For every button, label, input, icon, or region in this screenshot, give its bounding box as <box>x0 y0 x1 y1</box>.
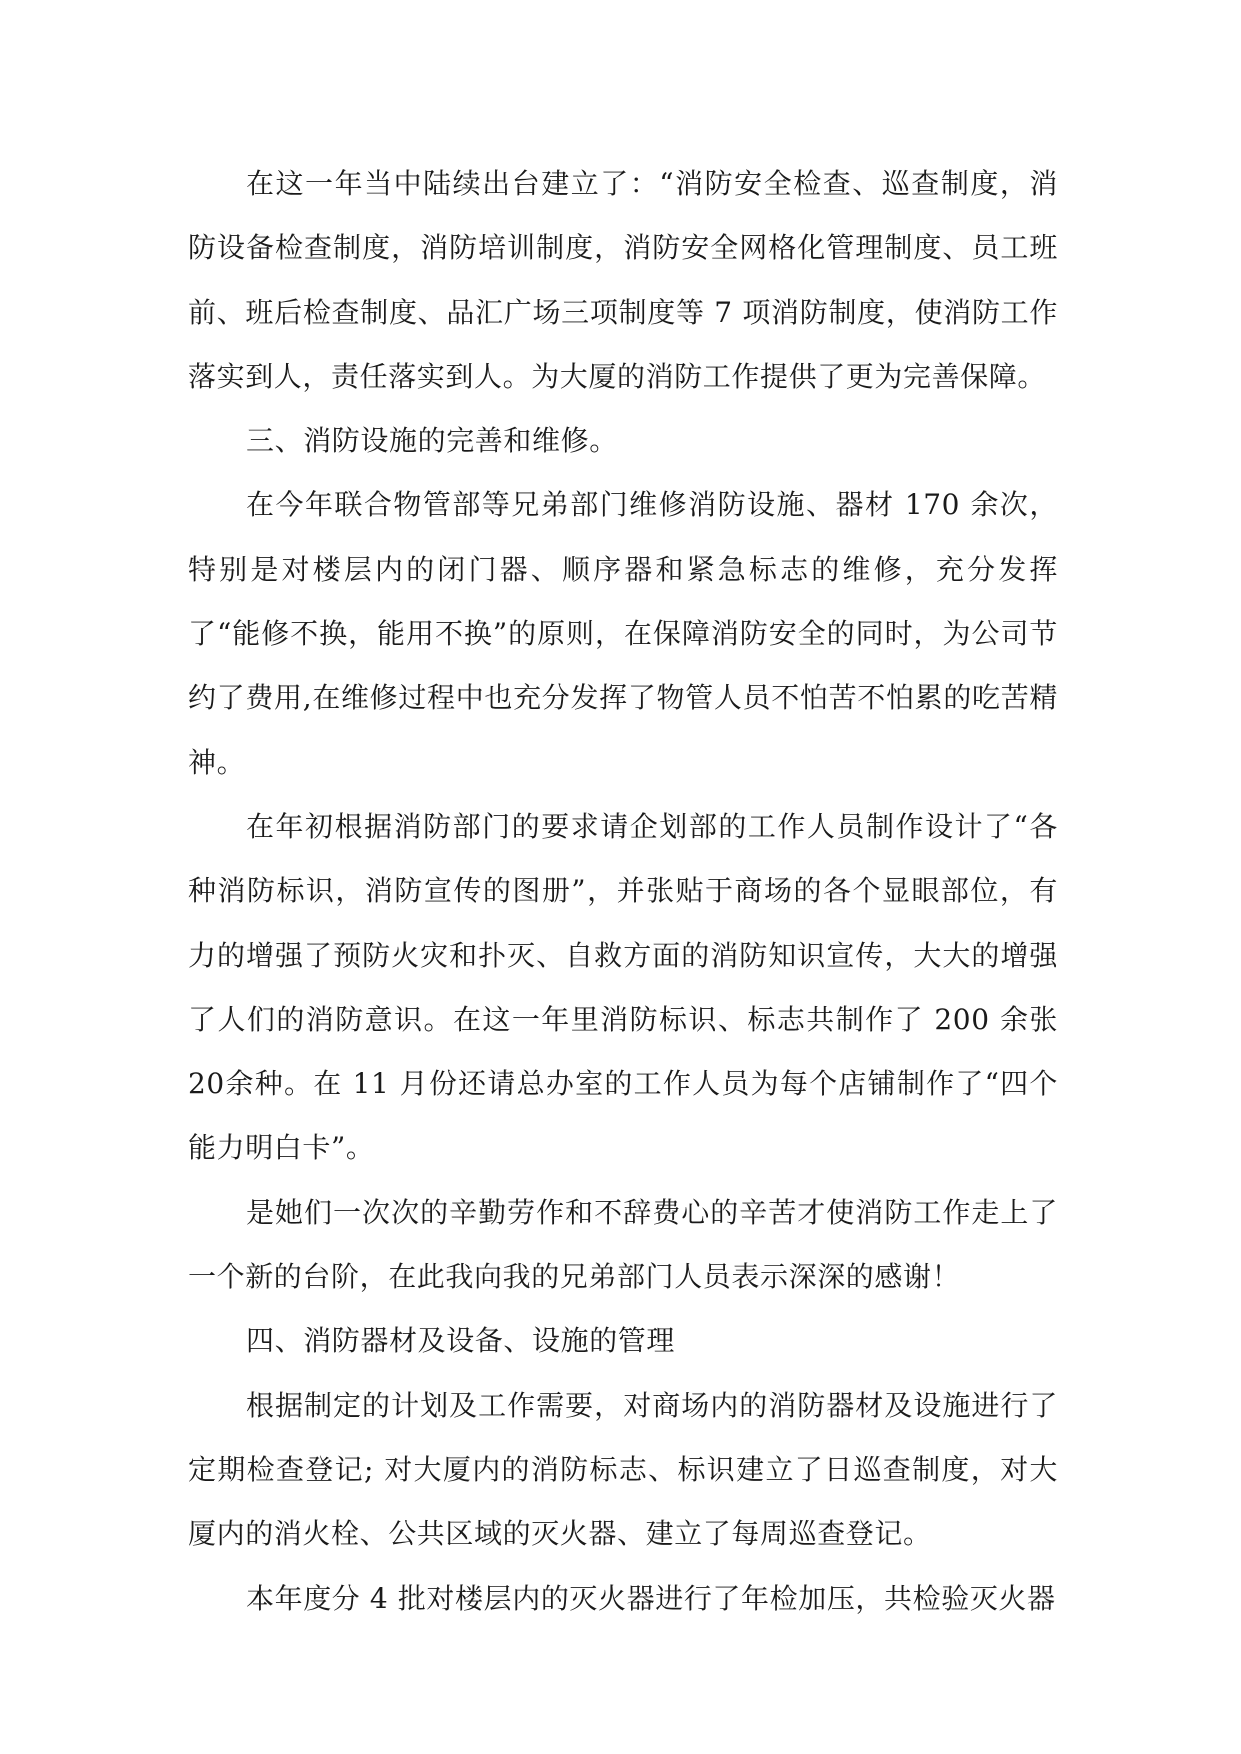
section-heading-4: 四、消防器材及设备、设施的管理 <box>246 1324 676 1358</box>
paragraph-extinguisher-check: 本年度分 4 批对楼层内的灭火器进行了年检加压，共检验灭火器 <box>246 1581 1056 1615</box>
document-body <box>188 152 1058 1631</box>
paragraph-equipment-inspection: 根据制定的计划及工作需要，对商场内的消防器材及设施进行了定期检查登记; 对大厦内的消防标志、标识建立了日巡查制度，对大厦内的消火栓、公共区域的灭火器、建立了每周巡查登记。 <box>188 1388 1058 1551</box>
paragraph-fire-system-rules: 在这一年当中陆续出台建立了：“消防安全检查、巡查制度，消防设备检查制度，消防培训制度，消防安全网格化管理制度、员工班前、班后检查制度、品汇广场三项制度等 7 项消防制度，使消防工作落实到人，责任落实到人。为大厦的消防工作提供了更为完善保障。 <box>188 167 1058 393</box>
paragraph-fire-signage: 在年初根据消防部门的要求请企划部的工作人员制作设计了“各种消防标识，消防宣传的图册”，并张贴于商场的各个显眼部位，有力的增强了预防火灾和扑灭、自救方面的消防知识宣传，大大的增强了人们的消防意识。在这一年里消防标识、标志共制作了 200 余张 20余种。在 11 月份还请总办室的工作人员为每个店铺制作了“四个能力明白卡”。 <box>188 809 1058 1165</box>
paragraph-facility-repairs: 在今年联合物管部等兄弟部门维修消防设施、器材 170 余次，特别是对楼层内的闭门器、顺序器和紧急标志的维修，充分发挥了“能修不换，能用不换”的原则，在保障消防安全的同时，为公司节约了费用,在维修过程中也充分发挥了物管人员不怕苦不怕累的吃苦精神。 <box>188 488 1058 779</box>
section-heading-3: 三、消防设施的完善和维修。 <box>246 424 618 458</box>
paragraph-thanks: 是她们一次次的辛勤劳作和不辞费心的辛苦才使消防工作走上了一个新的台阶，在此我向我的兄弟部门人员表示深深的感谢！ <box>188 1195 1058 1294</box>
